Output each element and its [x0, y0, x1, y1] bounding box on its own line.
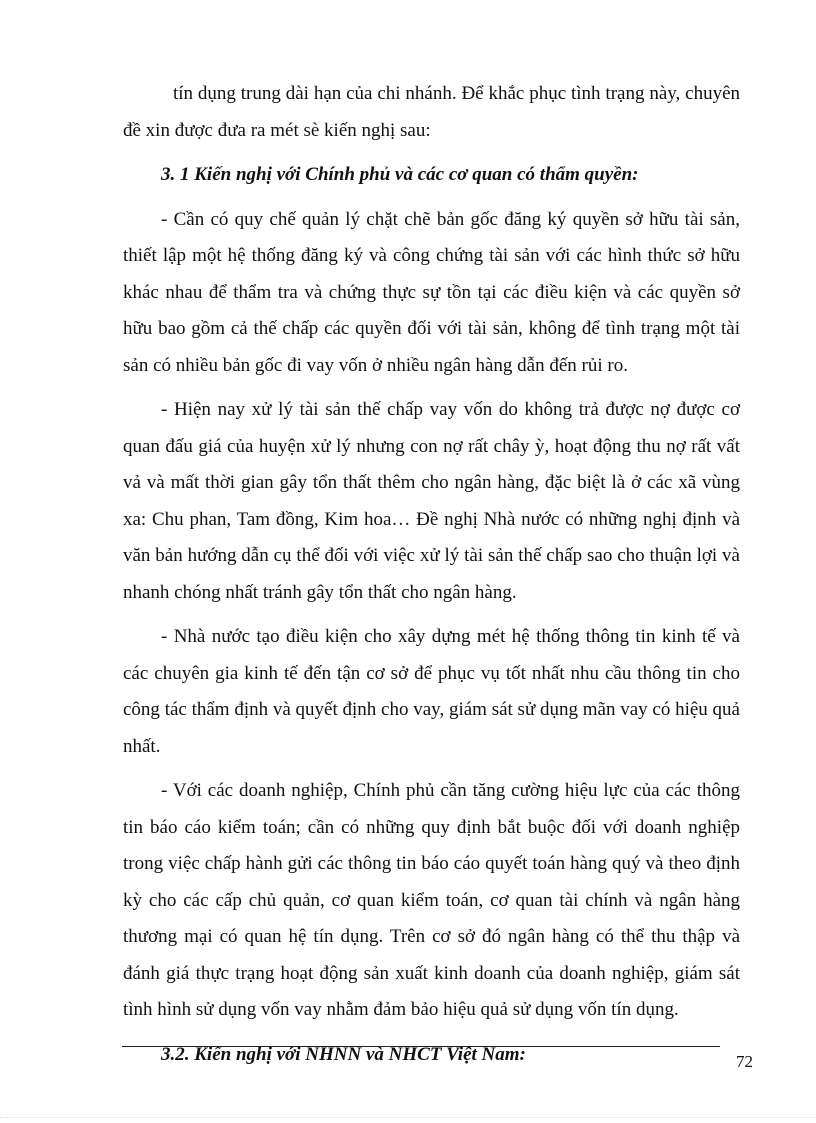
recommendation-paragraph: - Hiện nay xử lý tài sản thế chấp vay vốn do không trả được nợ được cơ quan đấu giá của huyện xử lý nhưng con nợ rất chây ỳ, hoạt động thu nợ rất vất vả và mất thời gian gây tổn thất thêm cho ngân hàng, đặc biệt là ở các xã vùng xa: Chu phan, Tam đồng, Kim hoa… Đề nghị Nhà nước có những nghị định và văn bản hướng dẫn cụ thể đối với việc xử lý tài sản thế chấp sao cho thuận lợi và nhanh chóng nhất tránh gây tổn thất cho ngân hàng. — [123, 399, 740, 603]
page-bottom-edge — [0, 1117, 816, 1118]
recommendation-paragraph: - Với các doanh nghiệp, Chính phủ cần tăng cường hiệu lực của các thông tin báo cáo kiểm toán; cần có những quy định bắt buộc đối với doanh nghiệp trong việc chấp hành gửi các thông tin báo cáo quyết toán hàng quý và theo định kỳ cho các cấp chủ quản, cơ quan kiểm toán, cơ quan tài chính và ngân hàng thương mại có quan hệ tín dụng. Trên cơ sở đó ngân hàng có thể thu thập và đánh giá thực trạng hoạt động sản xuất kinh doanh của doanh nghiệp, giám sát tình hình sử dụng vốn vay nhằm đảm bảo hiệu quả sử dụng vốn tín dụng. — [123, 780, 740, 1020]
section-heading-3-2: 3.2. Kiến nghị với NHNN và NHCT Việt Nam: — [161, 1043, 526, 1065]
document-body — [123, 76, 740, 1081]
recommendation-paragraph: - Nhà nước tạo điều kiện cho xây dựng mét hệ thống thông tin kinh tế và các chuyên gia kinh tế đến tận cơ sở để phục vụ tốt nhất nhu cầu thông tin cho công tác thẩm định và quyết định cho vay, giám sát sử dụng mãn vay có hiệu quả nhất. — [123, 626, 740, 757]
recommendation-paragraph: - Cần có quy chế quản lý chặt chẽ bản gốc đăng ký quyền sở hữu tài sản, thiết lập một hệ thống đăng ký và công chứng tài sản với các hình thức sở hữu khác nhau để thẩm tra và chứng thực sự tồn tại các điều kiện và các quyền sở hữu bao gồm cả thế chấp các quyền đối với tài sản, không để tình trạng một tài sản có nhiều bản gốc đi vay vốn ở nhiều ngân hàng dẫn đến rủi ro. — [123, 208, 740, 376]
footer-divider — [122, 1046, 720, 1047]
section-heading-3-1: 3. 1 Kiến nghị với Chính phủ và các cơ quan có thẩm quyền: — [161, 164, 639, 185]
intro-paragraph: tín dụng trung dài hạn của chi nhánh. Để khắc phục tình trạng này, chuyên đề xin được đưa ra mét sè kiến nghị sau: — [123, 83, 740, 141]
page-number: 72 — [736, 1052, 753, 1071]
